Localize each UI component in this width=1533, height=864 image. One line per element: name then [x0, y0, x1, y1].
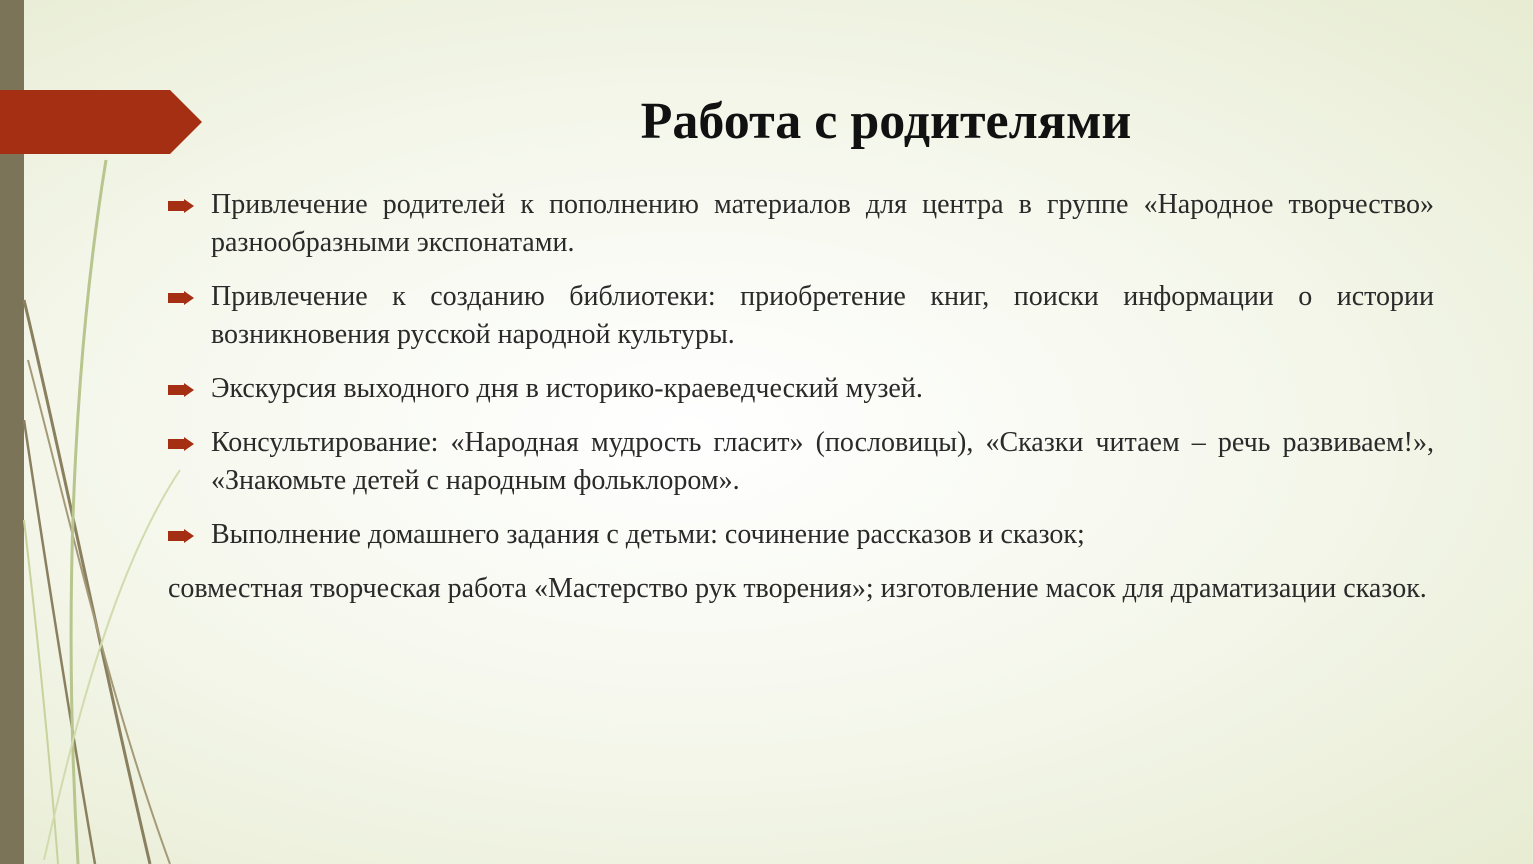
list-item [168, 370, 1434, 408]
bullet-text: Выполнение домашнего задания с детьми: сочинение рассказов и сказок; [211, 519, 1085, 550]
list-item [168, 186, 1434, 262]
arrow-right-icon [168, 437, 194, 451]
arrow-right-icon [168, 383, 194, 397]
title-accent-arrow [0, 90, 202, 154]
arrow-right-icon [168, 291, 194, 305]
slide-title: Работа с родителями [640, 93, 1132, 150]
bullet-text: Привлечение к созданию библиотеки: приобретение книг, поиски информации о истории возникновения русской народной культуры. [211, 281, 1434, 350]
list-item [168, 516, 1434, 554]
list-item [168, 424, 1434, 500]
bullet-text: Экскурсия выходного дня в историко-краеведческий музей. [211, 373, 923, 404]
list-item [168, 278, 1434, 354]
bullet-text: Консультирование: «Народная мудрость гласит» (пословицы), «Сказки читаем – речь развиваем!», «Знакомьте детей с народным фольклором». [211, 427, 1434, 496]
continuation-paragraph: совместная творческая работа «Мастерство рук творения»; изготовление масок для драматизации сказок. [168, 573, 1427, 604]
arrow-right-icon [168, 529, 194, 543]
bullet-text: Привлечение родителей к пополнению материалов для центра в группе «Народное творчество» разнообразными экспонатами. [211, 189, 1434, 258]
slide-content [168, 186, 1434, 608]
bullet-list [168, 186, 1434, 554]
arrow-right-icon [168, 199, 194, 213]
